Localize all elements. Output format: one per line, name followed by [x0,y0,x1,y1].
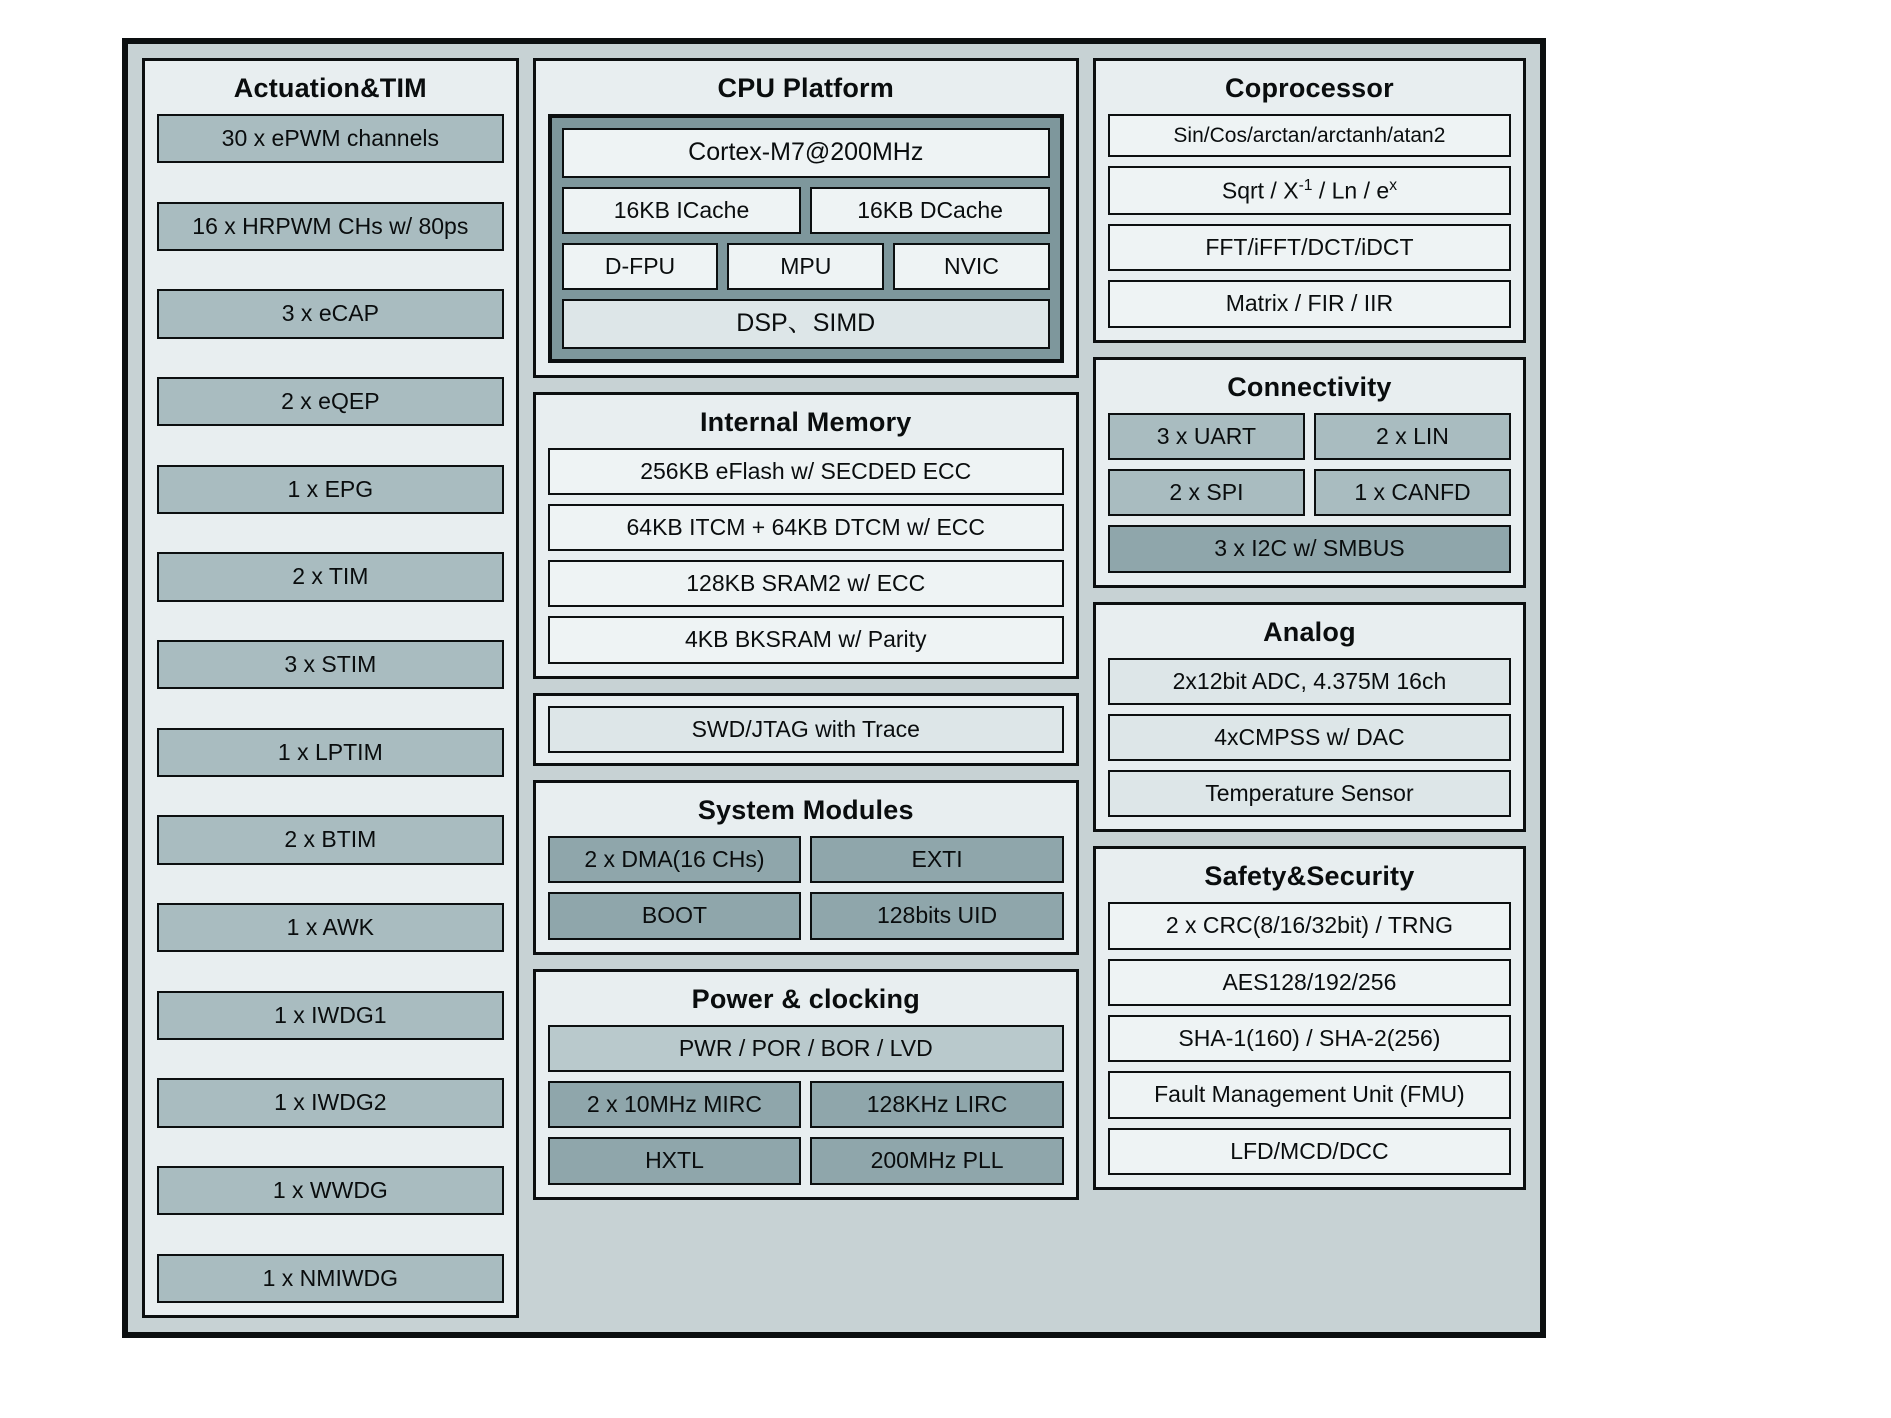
panel-internal-memory [533,392,1079,679]
debug-swd-jtag: SWD/JTAG with Trace [548,706,1064,753]
cpu-mpu: MPU [727,243,884,290]
list-item: SHA-1(160) / SHA-2(256) [1108,1015,1511,1062]
cpu-inner-block [548,114,1064,363]
connectivity-canfd: 1 x CANFD [1314,469,1511,516]
panel-title-power: Power & clocking [691,983,920,1014]
list-item: 1 x IWDG2 [157,1078,504,1127]
connectivity-item-list [1108,413,1511,573]
memory-item-list [548,448,1064,664]
actuation-item-list [157,114,504,1303]
power-mirc: 2 x 10MHz MIRC [548,1081,802,1128]
power-lirc: 128KHz LIRC [810,1081,1064,1128]
panel-title-system: System Modules [697,795,914,826]
column-left [142,58,519,1318]
cpu-cache-row [562,187,1050,234]
panel-safety-security [1093,846,1526,1189]
list-item: 1 x WWDG [157,1166,504,1215]
analog-item-list [1108,658,1511,818]
power-row-2 [548,1137,1064,1184]
cpu-nvic: NVIC [893,243,1050,290]
coprocessor-item-list [1108,114,1511,328]
panel-title-coprocessor: Coprocessor [1225,73,1394,103]
sqrt-exponent-2: x [1389,177,1397,195]
panel-title-memory: Internal Memory [699,406,912,437]
list-item: 2 x BTIM [157,815,504,864]
list-item: 3 x eCAP [157,289,504,338]
connectivity-row-1 [1108,413,1511,460]
panel-title-cpu: CPU Platform [717,73,894,103]
list-item: 30 x ePWM channels [157,114,504,163]
list-item: 1 x AWK [157,903,504,952]
system-row-2 [548,892,1064,939]
list-item: 2 x eQEP [157,377,504,426]
list-item: 128KB SRAM2 w/ ECC [548,560,1064,607]
list-item: LFD/MCD/DCC [1108,1128,1511,1175]
panel-actuation-tim [142,58,519,1318]
list-item: Matrix / FIR / IIR [1108,280,1511,327]
list-item: 3 x STIM [157,640,504,689]
connectivity-spi: 2 x SPI [1108,469,1305,516]
sqrt-mid: / Ln / e [1312,177,1390,204]
panel-title-safety: Safety&Security [1204,861,1415,892]
mcu-block-diagram [122,38,1546,1338]
cpu-icache: 16KB ICache [562,187,802,234]
cpu-dcache: 16KB DCache [810,187,1050,234]
power-supply: PWR / POR / BOR / LVD [548,1025,1064,1072]
panel-power-clocking [533,969,1079,1200]
panel-cpu-platform [533,58,1079,378]
list-item: 4KB BKSRAM w/ Parity [548,616,1064,663]
power-pll: 200MHz PLL [810,1137,1064,1184]
cpu-dsp-simd: DSP、SIMD [562,299,1050,349]
list-item: Sin/Cos/arctan/arctanh/atan2 [1108,114,1511,157]
system-row-1 [548,836,1064,883]
list-item: FFT/iFFT/DCT/iDCT [1108,224,1511,271]
system-uid: 128bits UID [810,892,1064,939]
connectivity-uart: 3 x UART [1108,413,1305,460]
list-item: Temperature Sensor [1108,770,1511,817]
list-item: 4xCMPSS w/ DAC [1108,714,1511,761]
panel-title-connectivity: Connectivity [1227,371,1392,402]
panel-connectivity [1093,357,1526,588]
list-item: 1 x IWDG1 [157,991,504,1040]
list-item: 1 x EPG [157,465,504,514]
system-dma: 2 x DMA(16 CHs) [548,836,802,883]
list-item: 2 x CRC(8/16/32bit) / TRNG [1108,902,1511,949]
cpu-dfpu: D-FPU [562,243,719,290]
panel-analog [1093,602,1526,833]
panel-system-modules [533,780,1079,955]
sqrt-exponent-1: -1 [1298,177,1313,195]
system-item-list [548,836,1064,940]
system-boot: BOOT [548,892,802,939]
safety-item-list [1108,902,1511,1174]
connectivity-lin: 2 x LIN [1314,413,1511,460]
connectivity-row-2 [1108,469,1511,516]
sqrt-prefix: Sqrt / X [1221,177,1299,204]
power-row-1 [548,1081,1064,1128]
list-item: Fault Management Unit (FMU) [1108,1071,1511,1118]
panel-title-actuation: Actuation&TIM [233,73,427,103]
list-item: 256KB eFlash w/ SECDED ECC [548,448,1064,495]
coprocessor-sqrt-line [1108,166,1511,215]
panel-title-analog: Analog [1263,616,1356,647]
list-item: 1 x NMIWDG [157,1254,504,1303]
system-exti: EXTI [810,836,1064,883]
list-item: AES128/192/256 [1108,959,1511,1006]
list-item: 64KB ITCM + 64KB DTCM w/ ECC [548,504,1064,551]
list-item: 16 x HRPWM CHs w/ 80ps [157,202,504,251]
list-item: 2x12bit ADC, 4.375M 16ch [1108,658,1511,705]
power-item-list [548,1025,1064,1185]
panel-debug [533,693,1079,766]
power-hxtl: HXTL [548,1137,802,1184]
panel-coprocessor [1093,58,1526,343]
list-item: 2 x TIM [157,552,504,601]
cpu-units-row [562,243,1050,290]
column-right [1093,58,1526,1318]
connectivity-i2c: 3 x I2C w/ SMBUS [1108,525,1511,572]
list-item: 1 x LPTIM [157,728,504,777]
column-middle [533,58,1079,1318]
cpu-core: Cortex-M7@200MHz [562,128,1050,178]
